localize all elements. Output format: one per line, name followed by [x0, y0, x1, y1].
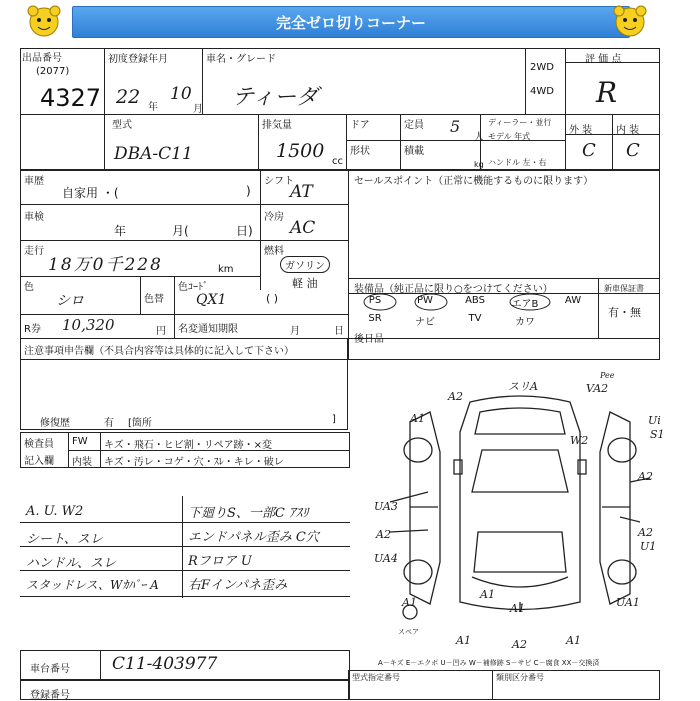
door-label: ドア — [350, 120, 370, 131]
color-value: シロ — [56, 293, 84, 309]
model-value: DBA-C11 — [114, 144, 193, 164]
interior-label: 内 装 — [616, 125, 640, 136]
shape-label: 形状 — [350, 146, 370, 157]
inspector-naisou: 内装 — [72, 457, 92, 468]
chassis-label: 車台番号 — [30, 664, 70, 675]
inspector-row2: キズ・汚レ・コゲ・穴・ｽﾚ・キレ・破レ — [104, 457, 284, 468]
mark-w2: W2 — [570, 434, 589, 447]
mark-va2: VA2 — [586, 382, 609, 395]
month-unit: 月 — [193, 104, 203, 115]
dealer-label: ディーラー・並行 — [488, 118, 552, 127]
rating-label: 評 価 点 — [585, 54, 622, 65]
inspection-day: 日) — [236, 224, 253, 238]
fuel-other: ( ) — [266, 292, 279, 305]
repair-value: 有 — [104, 418, 114, 429]
equip-leather: カワ — [515, 317, 535, 328]
mark-s1: S1 — [650, 428, 665, 441]
equipment-circles — [358, 293, 598, 313]
kg-unit: kg — [474, 160, 484, 169]
repair-close: ] — [332, 414, 336, 425]
banner-title: 完全ゼロ切りコーナー — [72, 6, 630, 38]
history-label: 車歴 — [24, 176, 44, 187]
equip-pw: PW — [417, 295, 433, 306]
fuel-gasoline: ガソリン — [280, 256, 330, 273]
mascot-left-icon — [24, 4, 64, 40]
handle-label: ハンドル 左・右 — [488, 158, 547, 167]
km-unit: km — [218, 264, 234, 275]
notice-month: 月 — [290, 326, 300, 337]
mark-a2-foot: A2 — [512, 638, 527, 651]
mileage-label: 走行 — [24, 246, 44, 257]
wd2-label: 2WD — [530, 62, 554, 73]
mark-a2-top: A2 — [448, 390, 463, 403]
mark-sura: スリA — [508, 380, 538, 393]
aircon-value: AC — [290, 218, 316, 238]
fuel-label: 燃料 — [264, 246, 284, 257]
reg-year: 22 — [116, 86, 141, 108]
remark-right-2: エンドパネル歪み C穴 — [188, 530, 319, 545]
interior-value: C — [626, 140, 640, 161]
registration-label: 登録番号 — [30, 690, 70, 701]
equipment-label: 装備品（純正品に限り○をつけてください） — [354, 284, 553, 295]
equip-abs: ABS — [465, 295, 485, 306]
inspection-year: 年 — [114, 224, 127, 238]
capacity-value: 5 — [450, 117, 461, 136]
inspector-fw: FW — [72, 436, 88, 447]
load-label: 積載 — [404, 146, 424, 157]
warranty-value: 有・無 — [608, 306, 641, 319]
color-label: 色 — [24, 282, 34, 293]
banner — [0, 0, 700, 44]
model-year-label: モデル 年式 — [488, 132, 531, 141]
remark-left-3: ハンドル、スレ — [26, 556, 116, 571]
displacement-label: 排気量 — [262, 120, 292, 131]
mark-a1-bl: A1 — [402, 596, 417, 609]
persons-unit: 人 — [474, 132, 484, 143]
recycle-value: 10,320 — [62, 316, 115, 334]
color-no-label: 色ｺｰﾄﾞ — [178, 282, 208, 293]
later-label: 後日品 — [354, 334, 384, 345]
equipment-row-2 — [350, 313, 596, 328]
cc-unit: cc — [332, 156, 343, 167]
first-reg-label: 初度登録年月 — [108, 54, 168, 65]
inspection-month: 月( — [172, 224, 189, 238]
mark-a2-right: A2 — [638, 470, 653, 483]
mascot-right-icon — [610, 4, 650, 40]
exterior-value: C — [582, 140, 596, 161]
remark-left-2: シート、スレ — [26, 532, 103, 547]
capacity-label: 定員 — [404, 120, 424, 131]
displacement-value: 1500 — [276, 140, 325, 162]
mark-a2-left: A2 — [376, 528, 391, 541]
equip-tv: TV — [468, 313, 482, 324]
inspector-label-1: 検査員 — [24, 439, 54, 450]
remark-left-4: スタッドレス、Wｶﾊﾞｰ A — [26, 578, 159, 592]
mark-ua1: UA1 — [616, 596, 640, 609]
inspector-row1: キズ・飛石・ヒビ割・リペア跡・×変 — [104, 440, 272, 451]
damage-legend: A－キズ E－エクボ U－凹み W－補修跡 S－サビ C－腐食 XX－交換済 — [378, 659, 600, 667]
repair-bracket: [箇所 — [128, 418, 152, 429]
mark-a1-left: A1 — [410, 412, 425, 425]
mileage-value: 18万0千228 — [48, 255, 163, 275]
sales-point-label: セールスポイント（正常に機能するものに限ります） — [354, 176, 594, 187]
model-spec-label: 型式指定番号 — [352, 673, 400, 682]
repair-label: 修復歴 — [40, 418, 70, 429]
car-name: ティーダ — [232, 85, 319, 110]
history-close: ) — [246, 184, 251, 198]
mark-pee: Pee — [600, 372, 615, 380]
mark-a1-bottom: A1 — [510, 602, 525, 615]
remark-right-1: 下廻りS、一部C ｱｽﾘ — [188, 506, 309, 521]
year-unit: 年 — [148, 102, 158, 113]
recycle-unit: 円 — [156, 326, 166, 337]
car-name-label: 車名・グレード — [206, 54, 276, 65]
model-label: 型式 — [112, 120, 132, 131]
rating-value: R — [596, 76, 618, 109]
history-value: 自家用 ・( — [62, 186, 119, 200]
mark-ua3: UA3 — [374, 500, 398, 513]
mark-a1-foot: A1 — [456, 634, 471, 647]
recycle-label: R券 — [24, 324, 41, 335]
mark-a1-bc: A1 — [480, 588, 495, 601]
notes-label: 注意事項申告欄（不具合内容等は具体的に記入して下さい） — [24, 346, 294, 357]
warranty-label: 新車保証書 — [604, 284, 644, 293]
mark-a1-foot-2: A1 — [566, 634, 581, 647]
exterior-label: 外 装 — [569, 125, 593, 136]
mark-ui: Ui — [648, 414, 661, 427]
fuel-diesel: 軽 油 — [292, 277, 318, 290]
remark-right-3: Rフロア U — [188, 554, 252, 569]
color-change-label: 色替 — [144, 294, 164, 305]
mark-a2-right-2: A2 — [638, 526, 653, 539]
reg-month: 10 — [170, 84, 192, 104]
car-damage-diagram — [370, 372, 670, 652]
equip-sr: SR — [368, 313, 382, 324]
spare-label: スペア — [398, 628, 419, 636]
equip-aw: AW — [564, 295, 582, 306]
shift-label: シフト — [264, 176, 294, 187]
wd4-label: 4WD — [530, 86, 554, 97]
aircon-label: 冷房 — [264, 212, 284, 223]
notice-day: 日 — [334, 326, 344, 337]
equip-navi: ナビ — [415, 317, 435, 328]
equip-airbag: エアB — [511, 299, 539, 310]
mark-ua4: UA4 — [374, 552, 398, 565]
inspector-label-2: 記入欄 — [24, 456, 54, 467]
shift-value: AT — [290, 182, 313, 202]
type-class-label: 類別区分番号 — [496, 673, 544, 682]
notice-label: 名変通知期限 — [178, 324, 238, 335]
remark-left-1: A. U. W2 — [26, 504, 84, 519]
equip-ps: PS — [368, 295, 382, 306]
lot-small: (2077) — [36, 66, 70, 77]
color-no-value: QX1 — [196, 292, 227, 308]
inspection-label: 車検 — [24, 212, 44, 223]
chassis-number: C11-403977 — [112, 654, 218, 674]
lot-number: 4327 — [40, 84, 102, 112]
remark-right-4: 右Fインパネ歪み — [188, 578, 288, 593]
mark-u1: U1 — [640, 540, 657, 553]
lot-number-label: 出品番号 — [22, 53, 62, 64]
